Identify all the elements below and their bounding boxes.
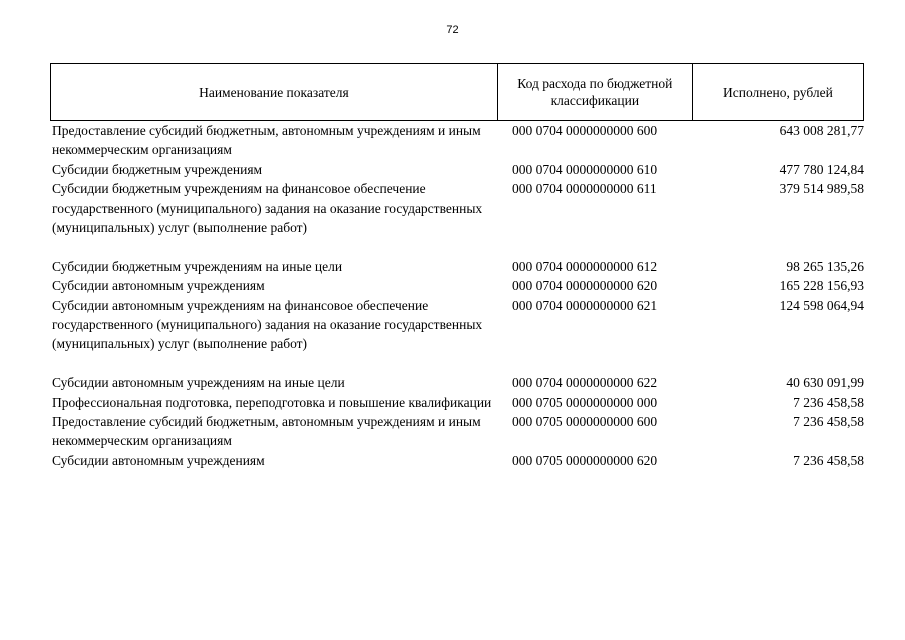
row-code: 000 0705 0000000000 620 (512, 452, 658, 468)
row-amount: 643 008 281,77 (779, 123, 864, 138)
table-row (50, 373, 864, 392)
row-amount: 379 514 989,58 (779, 181, 864, 197)
row-code: 000 0704 0000000000 600 (512, 123, 658, 138)
row-name: Субсидии бюджетным учреждениям на финансовое обеспечение государственного (муниципального) задания на оказание государственных (муниципальных) услуг (выполнение работ) (52, 181, 483, 236)
table-row (50, 412, 864, 451)
row-code: 000 0704 0000000000 621 (512, 297, 658, 313)
row-code: 000 0704 0000000000 620 (512, 278, 658, 294)
row-code: 000 0704 0000000000 622 (512, 375, 658, 391)
row-code: 000 0705 0000000000 600 (512, 414, 658, 430)
row-amount: 124 598 064,94 (779, 297, 864, 313)
row-amount: 40 630 091,99 (786, 375, 864, 391)
row-name: Предоставление субсидий бюджетным, автономным учреждениям и иным некоммерческим организациям (52, 123, 481, 158)
table-row (50, 296, 864, 354)
row-name: Субсидии автономным учреждениям (52, 452, 265, 468)
row-code: 000 0704 0000000000 611 (512, 181, 657, 197)
table-row (50, 276, 864, 295)
table-row (50, 179, 864, 237)
row-code: 000 0704 0000000000 610 (512, 161, 658, 177)
row-name: Субсидии автономным учреждениям на иные цели (52, 375, 345, 391)
row-amount: 7 236 458,58 (793, 452, 864, 468)
table-row (50, 160, 864, 179)
row-name: Субсидии бюджетным учреждениям (52, 161, 263, 177)
row-amount: 98 265 135,26 (786, 258, 864, 274)
table-row (50, 121, 864, 160)
row-amount: 165 228 156,93 (779, 278, 864, 294)
row-name: Профессиональная подготовка, переподготовка и повышение квалификации (52, 394, 492, 410)
table-body (50, 121, 864, 470)
row-name: Предоставление субсидий бюджетным, автономным учреждениям и иным некоммерческим организациям (52, 414, 481, 449)
row-name: Субсидии бюджетным учреждениям на иные цели (52, 258, 343, 274)
row-amount: 7 236 458,58 (793, 414, 864, 430)
row-amount: 7 236 458,58 (793, 394, 864, 410)
row-name: Субсидии автономным учреждениям на финансовое обеспечение государственного (муниципального) задания на оказание государственных (муниципальных) услуг (выполнение работ) (52, 297, 483, 352)
header-amount: Исполнено, рублей (722, 84, 833, 100)
row-code: 000 0704 0000000000 612 (512, 258, 658, 274)
row-code: 000 0705 0000000000 000 (512, 394, 658, 410)
row-amount: 477 780 124,84 (779, 161, 864, 177)
table-header (50, 63, 864, 121)
header-name: Наименование показателя (51, 64, 498, 120)
page-number: 72 (446, 24, 459, 36)
table-row (50, 393, 864, 412)
header-code: Код расхода по бюджетной классификации (498, 64, 693, 120)
table-row (50, 257, 864, 276)
table-row (50, 451, 864, 470)
row-name: Субсидии автономным учреждениям (52, 278, 265, 294)
